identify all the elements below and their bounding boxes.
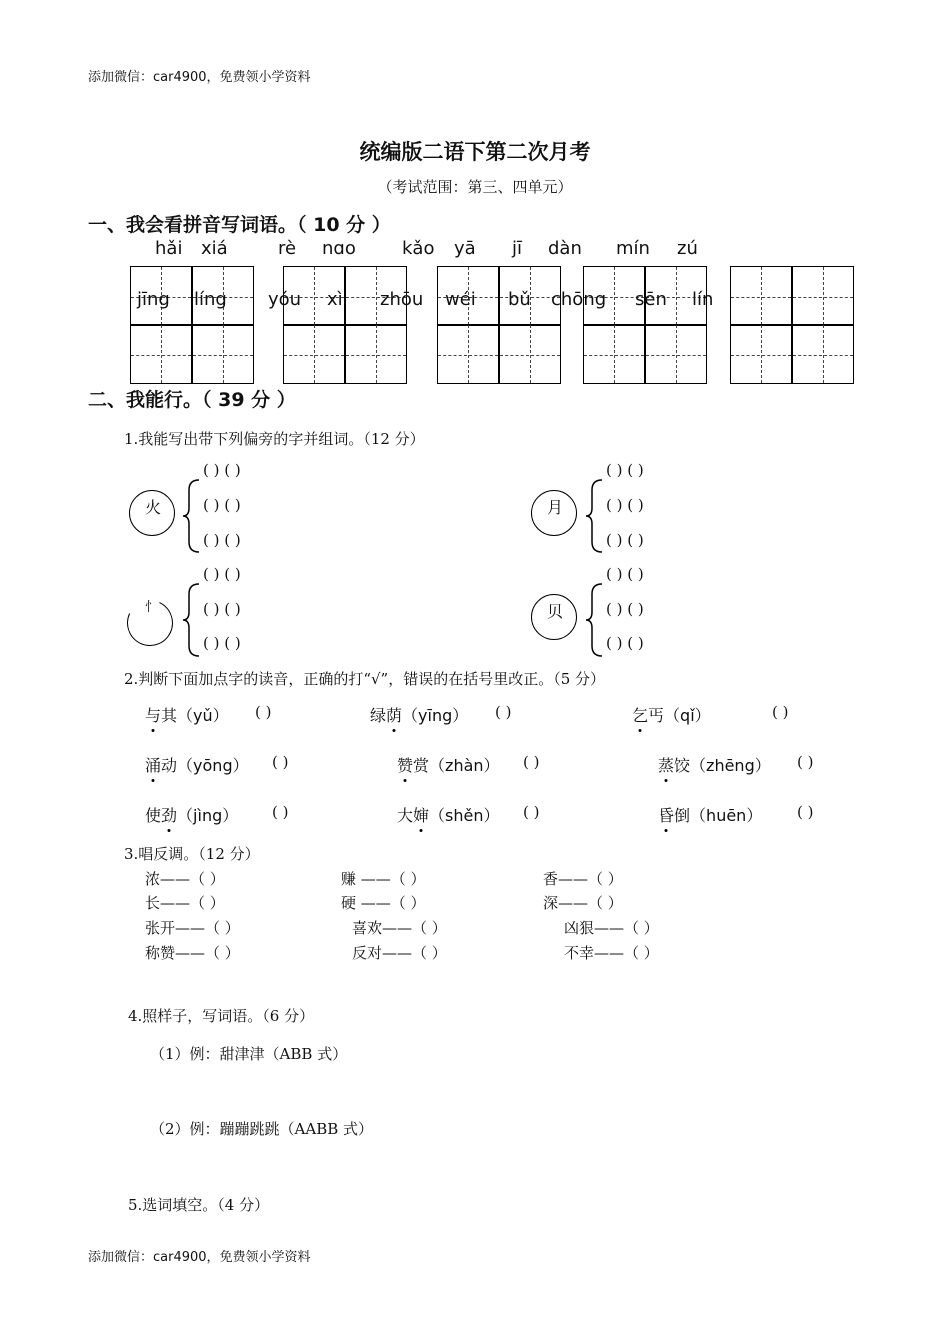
reading-item: 昏倒（huēn） [658,806,763,825]
pinyin-5b: zú [677,238,698,259]
q4-text: 4.照样子，写词语。（6 分） [128,1007,315,1025]
blank-row[interactable]: ( ) ( ) [203,634,241,652]
reading-item: 赞赏（zhàn） [397,756,500,775]
antonym-item[interactable]: 长——（ ） [145,894,225,912]
pinyin-2b: nɑo [322,238,356,259]
blank-row[interactable]: ( ) ( ) [606,461,644,479]
pinyin-3b: yā [454,238,476,259]
reading-item: 蒸饺（zhēng） [658,756,771,775]
page-subtitle: （考试范围：第三、四单元） [377,178,573,196]
brace-icon [584,478,604,554]
pinyin-2c: yóu [268,289,302,310]
answer-blank[interactable]: ( ) [255,703,272,721]
blank-row[interactable]: ( ) ( ) [606,600,644,618]
blank-row[interactable]: ( ) ( ) [203,600,241,618]
section1-heading: 一、我会看拼音写词语。（ 10 分 ） [88,214,391,236]
pinyin-3c: zhōu [380,289,424,310]
watermark-top: 添加微信：car4900，免费领小学资料 [88,70,311,85]
reading-item: 与其（yǔ） [145,706,229,725]
pinyin-1b: xiá [201,238,228,259]
antonym-item[interactable]: 赚 ——（ ） [341,870,426,888]
answer-blank[interactable]: ( ) [523,803,540,821]
answer-blank[interactable]: ( ) [272,803,289,821]
blank-row[interactable]: ( ) ( ) [203,565,241,583]
antonym-item[interactable]: 喜欢——（ ） [352,919,447,937]
writing-box[interactable] [345,324,407,384]
blank-row[interactable]: ( ) ( ) [606,634,644,652]
answer-blank[interactable]: ( ) [797,803,814,821]
writing-box[interactable] [130,324,192,384]
pinyin-2a: rè [278,238,297,259]
writing-box[interactable] [730,266,792,326]
writing-box[interactable] [645,324,707,384]
pinyin-1d: líng [194,289,227,310]
watermark-bottom: 添加微信：car4900，免费领小学资料 [88,1250,311,1265]
writing-box[interactable] [437,324,499,384]
blank-row[interactable]: ( ) ( ) [606,565,644,583]
q4-sub1: （1）例：甜津津（ABB 式） [150,1045,348,1063]
blank-row[interactable]: ( ) ( ) [203,496,241,514]
q2-text: 2.判断下面加点字的读音，正确的打“√”，错误的在括号里改正。（5 分） [124,670,606,688]
radical-bei: 贝 [547,602,564,621]
writing-box[interactable] [792,324,854,384]
radical-yue: 月 [547,498,564,517]
antonym-item[interactable]: 硬 ——（ ） [341,894,426,912]
antonym-item[interactable]: 凶狠——（ ） [564,919,659,937]
pinyin-5c: sēn [635,289,667,310]
reading-item: 涌动（yōng） [145,756,249,775]
radical-huo: 火 [145,498,162,517]
answer-blank[interactable]: ( ) [772,703,789,721]
section2-heading: 二、我能行。（ 39 分 ） [88,389,296,411]
reading-item: 绿荫（yīng） [370,706,469,725]
blank-row[interactable]: ( ) ( ) [606,531,644,549]
reading-item: 大婶（shěn） [397,806,500,825]
reading-item: 使劲（jìng） [145,806,239,825]
antonym-item[interactable]: 深——（ ） [543,894,623,912]
pinyin-1c: jīng [137,289,170,310]
antonym-item[interactable]: 反对——（ ） [352,944,447,962]
brace-icon [181,582,201,658]
reading-item: 乞丐（qǐ） [632,706,711,725]
pinyin-4b: dàn [548,238,582,259]
antonym-item[interactable]: 浓——（ ） [145,870,225,888]
answer-blank[interactable]: ( ) [495,703,512,721]
writing-box[interactable] [499,324,561,384]
pinyin-5a: mín [616,238,650,259]
pinyin-3a: kǎo [402,238,435,259]
antonym-item[interactable]: 张开——（ ） [145,919,240,937]
writing-box[interactable] [192,324,254,384]
answer-blank[interactable]: ( ) [523,753,540,771]
q3-text: 3.唱反调。（12 分） [124,845,260,863]
page-title: 统编版二语下第二次月考 [359,140,591,164]
writing-box[interactable] [283,324,345,384]
blank-row[interactable]: ( ) ( ) [203,531,241,549]
antonym-item[interactable]: 不幸——（ ） [564,944,659,962]
q1-text: 1.我能写出带下列偏旁的字并组词。（12 分） [124,430,425,448]
blank-row[interactable]: ( ) ( ) [203,461,241,479]
q5-text: 5.选词填空。（4 分） [128,1196,270,1214]
pinyin-2d: xì [327,289,343,310]
brace-icon [181,478,201,554]
writing-box[interactable] [730,324,792,384]
answer-blank[interactable]: ( ) [272,753,289,771]
blank-row[interactable]: ( ) ( ) [606,496,644,514]
pinyin-5d: lín [692,289,714,310]
radical-xin: 忄 [145,600,159,615]
pinyin-1a: hǎi [155,238,183,259]
pinyin-3d: wéi [445,289,476,310]
writing-box[interactable] [583,324,645,384]
antonym-item[interactable]: 香——（ ） [543,870,623,888]
antonym-item[interactable]: 称赞——（ ） [145,944,240,962]
answer-blank[interactable]: ( ) [797,753,814,771]
pinyin-4d: chōng [551,289,607,310]
brace-icon [584,582,604,658]
writing-box[interactable] [792,266,854,326]
pinyin-4c: bǔ [508,289,531,310]
pinyin-4a: jī [512,238,523,259]
q4-sub2: （2）例：蹦蹦跳跳（AABB 式） [150,1120,374,1138]
